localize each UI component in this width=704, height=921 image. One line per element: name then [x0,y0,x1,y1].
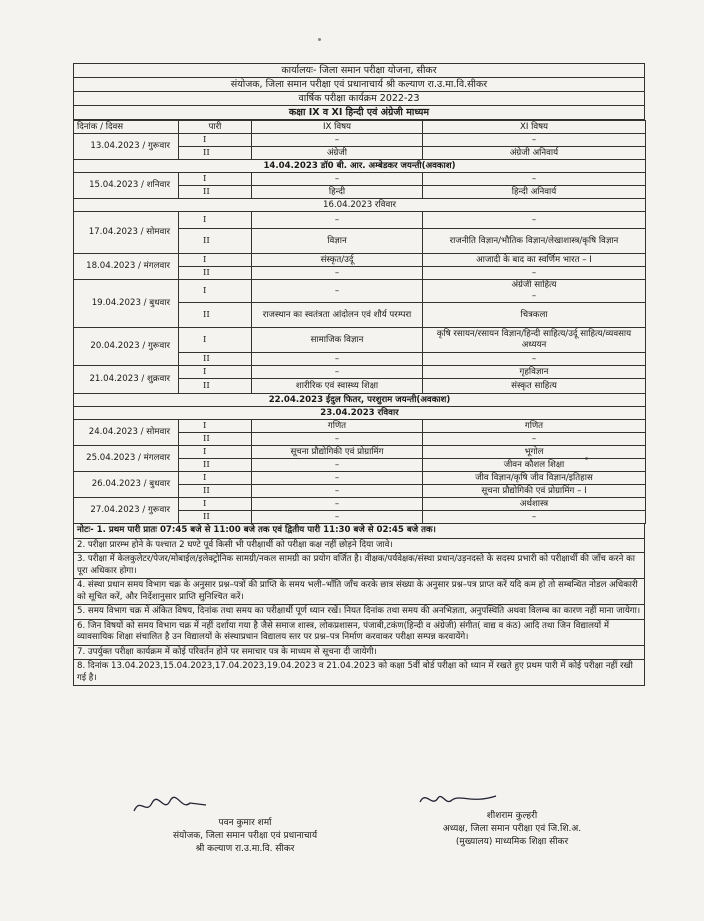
date-cell: 19.04.2023 / बुधवार [74,280,179,328]
table-row [74,212,646,229]
xi-subject: कृषि रसायन/रसायन विज्ञान/हिन्दी साहित्य/उर्दू साहित्य/व्यवसाय अध्ययन [423,328,646,353]
xi-subject: गणित [423,420,646,433]
pari-cell: II [179,459,252,472]
table-row [74,280,646,303]
xi-subject: – [423,267,646,280]
ix-subject: – [252,267,423,280]
date-cell: 24.04.2023 / सोमवार [74,420,179,446]
table-row [74,420,646,433]
pari-cell: II [179,147,252,160]
ix-subject: – [252,433,423,446]
ix-subject: शारीरिक एवं स्वास्थ्य शिक्षा [252,379,423,394]
coordinator-line: संयोजक, जिला समान परीक्षा एवं प्रधानाचार्य श्री कल्याण रा.उ.मा.वि.सीकर [74,78,644,92]
class-medium-title: कक्षा IX व XI हिन्दी एवं अंग्रेजी माध्यम [74,106,644,120]
pari-cell: I [179,328,252,353]
xi-subject: सूचना प्रौद्योगिकी एवं प्रोग्रामिंग – I [423,485,646,498]
pari-cell: II [179,379,252,394]
note-item: 2. परीक्षा प्रारम्भ होने के पश्चात 2 घण्टे पूर्व किसी भी परीक्षार्थी को परीक्षा कक्ष नहीं छोड़ने दिया जावे। [74,539,644,554]
date-cell: 15.04.2023 / शनिवार [74,173,179,199]
holiday-label: 22.04.2023 ईदुल फितर, परशुराम जयन्ती(अवकाश) [74,394,646,407]
table-row [74,498,646,511]
ix-subject: सामाजिक विज्ञान [252,328,423,353]
pari-cell: II [179,485,252,498]
ix-subject: – [252,173,423,186]
pari-cell: II [179,303,252,328]
exam-schedule-sheet [73,63,645,686]
note-item: 3. परीक्षा में केलकुलेटर/पेजर/मोबाईल/इलेक्ट्रोनिक सामग्री/नकल सामग्री का प्रयोग वर्जित है। वीक्षक/पर्यवेक्षक/संस्था प्रधान/उड़नदस्ते के सदस्य प्रभारी को परीक्षार्थी की जाँच करने का पूरा अधिकार होगा। [74,553,644,579]
ix-subject: – [252,498,423,511]
ix-subject: – [252,134,423,147]
note-item: 5. समय विभाग चक्र में अंकित विषय, दिनांक तथा समय का परीक्षार्थी पूर्ण ध्यान रखें। नियत दिनांक तथा समय की अनभिज्ञता, अनुपस्थिति अथवा विलम्ब का कारण नहीं माना जायेगा। [74,605,644,620]
pari-cell: II [179,433,252,446]
date-cell: 18.04.2023 / मंगलवार [74,254,179,280]
column-header-row [74,121,646,134]
date-cell: 20.04.2023 / गुरूवार [74,328,179,366]
table-row [74,472,646,485]
ix-subject: – [252,353,423,366]
col-pari: पारी [179,121,252,134]
pari-cell: I [179,498,252,511]
col-xi: XI विषय [423,121,646,134]
ix-subject: – [252,472,423,485]
xi-subject: – [423,433,646,446]
signer-office: श्री कल्याण रा.उ.मा.वि. सीकर [195,844,295,854]
schedule-table [73,120,646,524]
note-item: 6. जिन विषयों को समय विभाग चक्र में नहीं दर्शाया गया है जैसे समाज शास्त्र, लोकप्रशासन, पंजाबी,टकंण(हिन्दी व अंग्रेजी) संगीत( वाद्य व कंठ) आदि तथा जिन विद्यालयों में व्यावसायिक शिक्षा संचालित है उन विद्यालयों के संस्थाप्रधान विद्यालय स्तर पर प्रश्न–पत्र निर्माण करवाकर परीक्षा सम्पन्न करवायेंगे। [74,620,644,646]
note-item: 4. संस्था प्रधान समय विभाग चक्र के अनुसार प्रश्न–पत्रों की प्राप्ति के समय भली–भाँति जाँच करके छात्र संख्या के अनुसार प्रश्न–पत्र प्राप्त करें यदि कम हो तो सम्बन्धित नोडल अधिकारी को सूचित करें, और निर्देशानुसार प्राप्ति सुनिश्चित करें। [74,579,644,605]
date-cell: 27.04.2023 / गुरूवार [74,498,179,524]
scan-speck [318,38,321,41]
ix-subject: गणित [252,420,423,433]
xi-subject: – [423,511,646,524]
note-item: 7. उपर्युक्त परीक्षा कार्यक्रम में कोई परिवर्तन होने पर समाचार पत्र के माध्यम से सूचना दी जायेगी। [74,646,644,661]
xi-subject: – [423,134,646,147]
ix-subject: अंग्रेजी [252,147,423,160]
ix-subject: संस्कृत/उर्दू [252,254,423,267]
signer-office: (मुख्यालय) माध्यमिक शिक्षा सीकर [455,837,569,847]
pari-cell: I [179,446,252,459]
xi-subject-line: – [531,291,537,301]
pari-cell: II [179,353,252,366]
xi-subject: राजनीति विज्ञान/भौतिक विज्ञान/लेखाशास्त्र/कृषि विज्ञान [423,229,646,254]
signature-left [130,795,360,856]
xi-subject: अर्थशास्त्र [423,498,646,511]
ix-subject: हिन्दी [252,186,423,199]
pari-cell: II [179,229,252,254]
notes-section [73,524,645,686]
pari-cell: I [179,254,252,267]
ix-subject: – [252,459,423,472]
pari-cell: I [179,420,252,433]
sunday-label: 23.04.2023 रविवार [74,407,646,420]
xi-subject: संस्कृत साहित्य [423,379,646,394]
xi-subject: गृहविज्ञान [423,366,646,379]
signature-scrawl [130,795,210,817]
holiday-row [74,160,646,173]
xi-subject: हिन्दी अनिवार्य [423,186,646,199]
signer-designation: अध्यक्ष, जिला समान परीक्षा एवं जि.शि.अ. [442,824,582,834]
table-row [74,328,646,353]
xi-subject: – [423,173,646,186]
ix-subject: सूचना प्रौद्योगिकी एवं प्रोग्रामिंग [252,446,423,459]
pari-cell: I [179,173,252,186]
xi-subject: – [423,353,646,366]
xi-subject: आजादी के बाद का स्वर्णिम भारत – I [423,254,646,267]
ix-subject: – [252,366,423,379]
xi-subject: जीव विज्ञान/कृषि जीव विज्ञान/इतिहास [423,472,646,485]
pari-cell: I [179,280,252,303]
document-header [73,63,645,120]
xi-subject: जीवन कौशल शिक्षा [423,459,646,472]
ix-subject: विज्ञान [252,229,423,254]
date-cell: 25.04.2023 / मंगलवार [74,446,179,472]
holiday-row [74,394,646,407]
date-cell: 26.04.2023 / बुधवार [74,472,179,498]
xi-subject-line: अंग्रेजी साहित्य [511,280,557,290]
signature-right [412,788,612,849]
col-date: दिनांक / दिवस [74,121,179,134]
signature-scrawl [412,788,502,810]
holiday-row [74,407,646,420]
note-item: 8. दिनांक 13.04.2023,15.04.2023,17.04.2023,19.04.2023 व 21.04.2023 को कक्षा 5वीं बोर्ड परीक्षा को ध्यान में रखते हुए प्रथम पारी में कोई परीक्षा नहीं रखी गई है। [77,661,633,683]
col-ix: IX विषय [252,121,423,134]
pari-cell: I [179,366,252,379]
pari-cell: II [179,267,252,280]
sunday-label: 16.04.2023 रविवार [74,199,646,212]
table-row [74,134,646,147]
date-cell: 13.04.2023 / गुरूवार [74,134,179,160]
table-row [74,173,646,186]
note-item: नोटः- 1. प्रथम पारी प्रातः 07:45 बजे से 11:00 बजे तक एवं द्वितीय पारी 11:30 बजे से 02:45 बजे तक। [74,524,644,539]
pari-cell: I [179,212,252,229]
signer-name: शीशराम कुल्हरी [486,811,538,821]
pari-cell: I [179,134,252,147]
program-title: वार्षिक परीक्षा कार्यक्रम 2022-23 [74,92,644,106]
signer-name: पवन कुमार शर्मा [218,818,272,828]
ix-subject: – [252,485,423,498]
xi-subject: – [423,212,646,229]
holiday-label: 14.04.2023 डॉ0 बी. आर. अम्बेडकर जयन्ती(अवकाश) [74,160,646,173]
ix-subject: राजस्थान का स्वतंत्रता आंदोलन एवं शौर्य परम्परा [252,303,423,328]
office-title: कार्यालयः- जिला समान परीक्षा योजना, सीकर [74,64,644,78]
table-row [74,366,646,379]
table-row [74,254,646,267]
ix-subject: – [252,212,423,229]
xi-subject: चित्रकला [423,303,646,328]
pari-cell: I [179,472,252,485]
table-row [74,446,646,459]
pari-cell: II [179,186,252,199]
pari-cell: II [179,511,252,524]
holiday-row [74,199,646,212]
xi-subject: भूगोल [423,446,646,459]
xi-subject [423,280,646,303]
signer-designation: संयोजक, जिला समान परीक्षा एवं प्रधानाचार्य [172,831,318,841]
date-cell: 17.04.2023 / सोमवार [74,212,179,254]
ix-subject: – [252,511,423,524]
ix-subject: – [252,280,423,303]
date-cell: 21.04.2023 / शुक्रवार [74,366,179,394]
xi-subject: अंग्रेजी अनिवार्य [423,147,646,160]
